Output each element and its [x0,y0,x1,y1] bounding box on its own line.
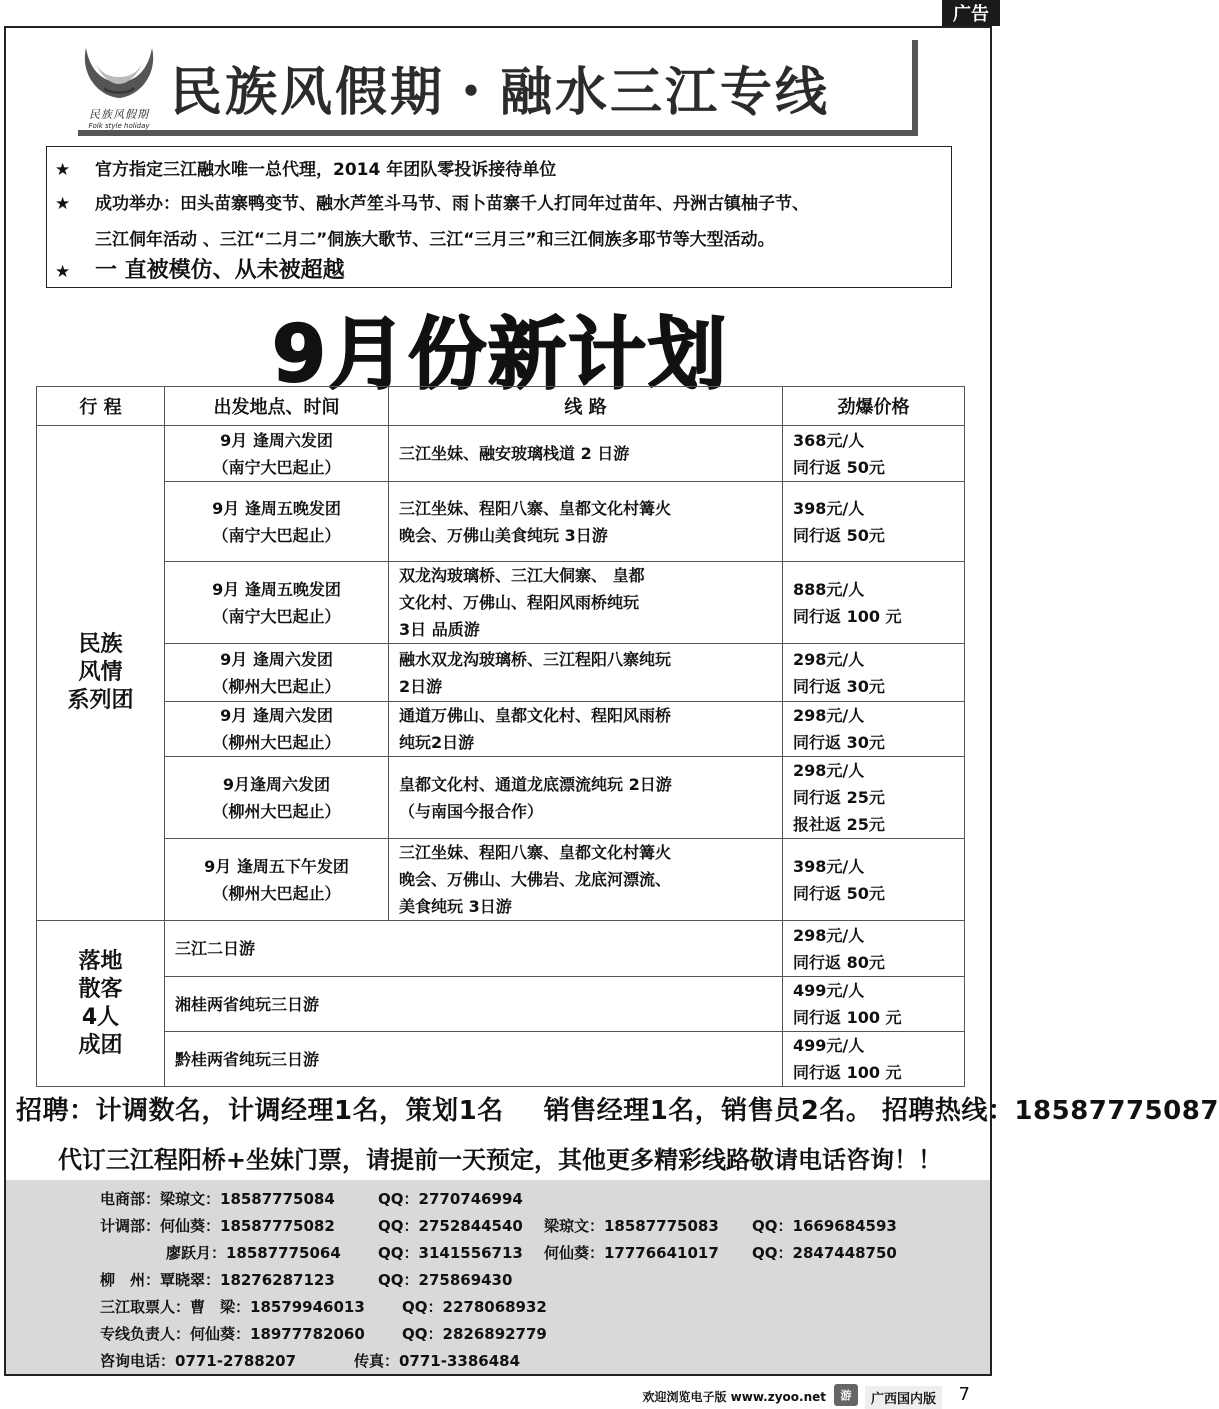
footer-edition: 广西国内版 [865,1386,942,1409]
contact-qq: QQ：2770746994 [378,1190,523,1208]
price-cell: 298元/人 同行返 25元 报社返 25元 [783,757,965,839]
table-row [37,482,965,562]
contact-qq: QQ：2278068932 [402,1298,547,1316]
departure-cell: 9月 逢周五晚发团 （南宁大巴起止） [165,562,389,644]
contact-qq: QQ：275869430 [378,1271,513,1289]
recruit-line [16,1090,1219,1127]
footer-site: 欢迎浏览电子版 www.zyoo.net [642,1390,826,1404]
contact-phone: 柳 州：覃晓翠：18276287123 [100,1271,335,1289]
star-icon: ★ [55,160,71,180]
price-cell: 298元/人 同行返 80元 [783,921,965,977]
route-cell: 湘桂两省纯玩三日游 [165,977,783,1032]
table-row [37,644,965,702]
table-row [37,977,965,1032]
recruit-positions: 招聘：计调数名，计调经理1名，策划1名 [16,1096,504,1126]
contact-row [6,1215,990,1237]
route-cell: 三江坐妹、融安玻璃栈道 2 日游 [389,426,783,482]
departure-cell: 9月 逢周六发团 （柳州大巴起止） [165,644,389,702]
main-title: 民族风假期・融水三江专线 [170,63,831,123]
info-text-4: 一 直被模仿、从未被超越 [95,258,345,283]
contact-phone: 廖跃月：18587775064 [166,1244,341,1262]
contact-phone: 何仙葵：17776641017 [544,1244,719,1262]
header-series: 行 程 [37,387,165,426]
consult-phone: 咨询电话：0771-2788207 [100,1352,297,1370]
table-row [37,562,965,644]
contact-row [6,1269,990,1291]
route-cell: 皇都文化村、通道龙底漂流纯玩 2日游 （与南国今报合作） [389,757,783,839]
info-line-1 [55,155,556,180]
contact-qq: QQ：3141556713 [378,1244,523,1262]
contact-row [6,1296,990,1318]
contact-row [6,1188,990,1210]
departure-cell: 9月逢周六发团 （柳州大巴起止） [165,757,389,839]
departure-cell: 9月 逢周五下午发团 （柳州大巴起止） [165,839,389,921]
route-cell: 通道万佛山、皇都文化村、程阳风雨桥 纯玩2日游 [389,702,783,757]
price-cell: 298元/人 同行返 30元 [783,644,965,702]
route-cell: 黔桂两省纯玩三日游 [165,1032,783,1087]
price-cell: 499元/人 同行返 100 元 [783,1032,965,1087]
contact-qq: QQ：1669684593 [752,1217,897,1235]
contacts-panel [6,1180,990,1374]
logo-english-text: Folk style holiday [88,122,150,130]
recruit-sales: 销售经理1名，销售员2名。 招聘热线：18587775087 [543,1096,1219,1126]
info-box [46,146,952,288]
table-row [37,839,965,921]
fax-number: 传真：0771-3386484 [354,1352,521,1370]
table-row [37,426,965,482]
contact-phone: 电商部：梁琼文：18587775084 [100,1190,335,1208]
contact-qq: QQ：2847448750 [752,1244,897,1262]
contact-row [6,1350,990,1372]
route-cell: 三江坐妹、程阳八寨、皇都文化村篝火 晚会、万佛山美食纯玩 3日游 [389,482,783,562]
info-text-1: 官方指定三江融水唯一总代理，2014 年团队零投诉接待单位 [95,160,557,180]
ticket-note: 代订三江程阳桥+坐妹门票，请提前一天预定，其他更多精彩线路敬请电话咨询！！ [57,1146,943,1174]
contact-phone: 专线负责人：何仙葵：18977782060 [100,1325,365,1343]
departure-cell: 9月 逢周六发团 （南宁大巴起止） [165,426,389,482]
header-route: 线 路 [389,387,783,426]
series-cell-independent: 落地 散客 4人 成团 [37,921,165,1087]
contact-qq: QQ：2752844540 [378,1217,523,1235]
contact-row [6,1242,990,1264]
contact-phone: 三江取票人：曹 梁：18579946013 [100,1298,365,1316]
series-cell-ethnic: 民族 风情 系列团 [37,426,165,921]
contact-phone: 梁琼文：18587775083 [544,1217,719,1235]
departure-cell: 9月 逢周五晚发团 （南宁大巴起止） [165,482,389,562]
header-departure: 出发地点、时间 [165,387,389,426]
price-cell: 499元/人 同行返 100 元 [783,977,965,1032]
route-cell: 双龙沟玻璃桥、三江大侗寨、 皇都 文化村、万佛山、程阳风雨桥纯玩 3日 品质游 [389,562,783,644]
info-line-4 [55,253,345,284]
contact-phone: 计调部：何仙葵：18587775082 [100,1217,335,1235]
logo-horns-icon [78,44,160,106]
info-text-3: 三江侗年活动 、三江“二月二”侗族大歌节、三江“三月三”和三江侗族多耶节等大型活动。 [95,230,775,250]
logo [78,44,160,132]
price-cell: 298元/人 同行返 30元 [783,702,965,757]
star-icon: ★ [55,194,71,214]
price-cell: 888元/人 同行返 100 元 [783,562,965,644]
table-row [37,757,965,839]
contact-qq: QQ：2826892779 [402,1325,547,1343]
footer-badge-icon: 游 [834,1384,858,1406]
info-line-3 [55,225,775,250]
table-row [37,921,965,977]
route-cell: 融水双龙沟玻璃桥、三江程阳八寨纯玩 2日游 [389,644,783,702]
price-cell: 398元/人 同行返 50元 [783,839,965,921]
table-row [37,702,965,757]
departure-cell: 9月 逢周六发团 （柳州大巴起止） [165,702,389,757]
info-line-2 [55,189,809,214]
price-cell: 368元/人 同行返 50元 [783,426,965,482]
logo-chinese-text: 民族风假期 [89,108,149,121]
schedule-table [36,386,965,1087]
table-header-row [37,387,965,426]
price-cell: 398元/人 同行返 50元 [783,482,965,562]
ad-tag: 广告 [942,0,1000,26]
star-icon: ★ [55,262,71,282]
info-text-2: 成功举办：田头苗寨鸭变节、融水芦笙斗马节、雨卜苗寨千人打同年过苗年、丹洲古镇柚子节、 [95,194,809,214]
plan-title: 9月份新计划 [271,310,729,400]
route-cell: 三江坐妹、程阳八寨、皇都文化村篝火 晚会、万佛山、大佛岩、龙底河漂流、 美食纯玩 3日游 [389,839,783,921]
footer [0,1384,1000,1408]
route-cell: 三江二日游 [165,921,783,977]
header-price: 劲爆价格 [783,387,965,426]
contact-row [6,1323,990,1345]
header [78,40,918,136]
page-number: 7 [958,1384,970,1405]
table-row [37,1032,965,1087]
